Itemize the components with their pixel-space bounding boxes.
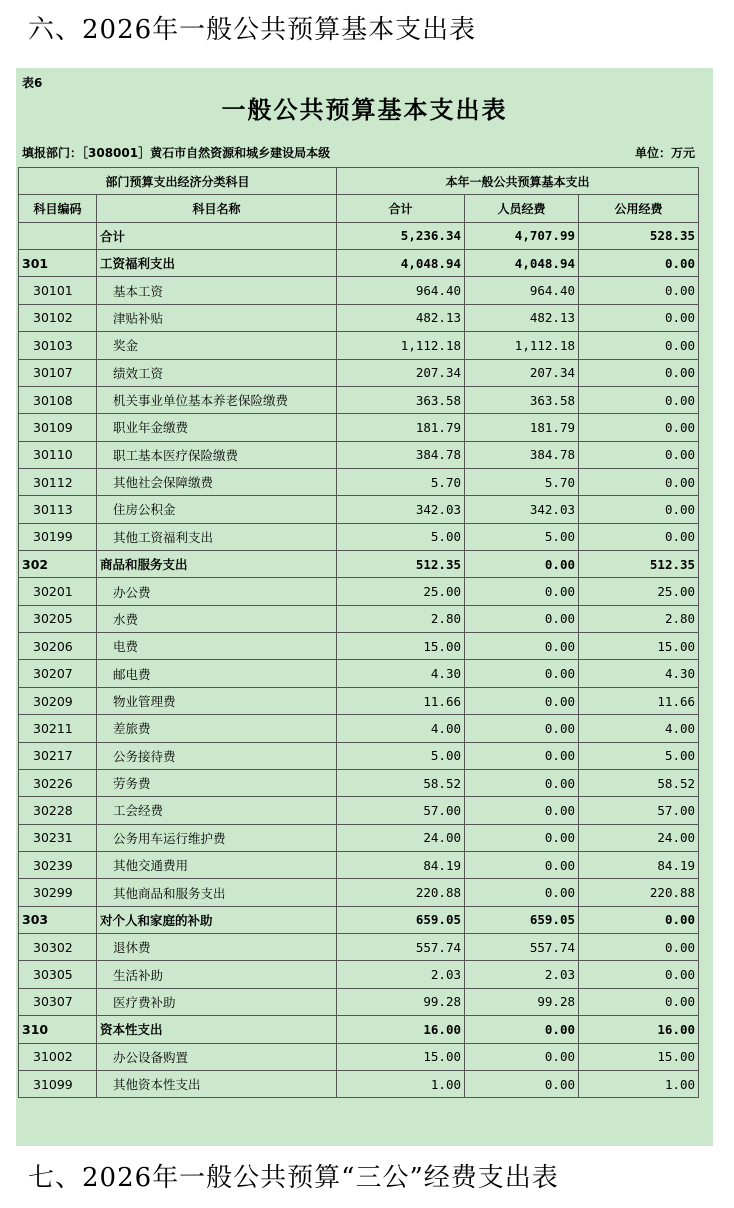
table-row [19,797,699,824]
row-total: 2.03 [337,961,465,988]
header-code: 科目编码 [19,195,97,222]
row-code: 30102 [19,304,97,331]
row-public: 0.00 [579,304,699,331]
row-name: 差旅费 [97,715,337,742]
row-code: 30307 [19,988,97,1015]
table-row [19,496,699,523]
row-public: 11.66 [579,687,699,714]
row-total: 11.66 [337,687,465,714]
row-public: 15.00 [579,633,699,660]
table-group-row [19,250,699,277]
row-personnel: 0.00 [465,551,579,578]
row-code: 30103 [19,332,97,359]
row-total: 557.74 [337,934,465,961]
row-total: 25.00 [337,578,465,605]
table-row [19,660,699,687]
row-code: 30109 [19,414,97,441]
row-name: 劳务费 [97,769,337,796]
row-code: 30239 [19,851,97,878]
row-personnel: 0.00 [465,851,579,878]
row-name: 商品和服务支出 [97,551,337,578]
header-name: 科目名称 [97,195,337,222]
row-name: 邮电费 [97,660,337,687]
row-total: 207.34 [337,359,465,386]
row-personnel: 0.00 [465,879,579,906]
row-public: 512.35 [579,551,699,578]
row-code: 30206 [19,633,97,660]
row-code: 30110 [19,441,97,468]
row-public: 4.30 [579,660,699,687]
header-total: 合计 [337,195,465,222]
table-row [19,988,699,1015]
row-total: 1.00 [337,1070,465,1097]
row-personnel: 2.03 [465,961,579,988]
row-public: 0.00 [579,386,699,413]
row-total: 220.88 [337,879,465,906]
row-personnel: 0.00 [465,578,579,605]
row-code: 30211 [19,715,97,742]
row-personnel: 181.79 [465,414,579,441]
row-personnel: 0.00 [465,633,579,660]
row-name: 绩效工资 [97,359,337,386]
row-public: 5.00 [579,742,699,769]
row-total: 363.58 [337,386,465,413]
row-total: 512.35 [337,551,465,578]
row-name: 职工基本医疗保险缴费 [97,441,337,468]
row-personnel: 557.74 [465,934,579,961]
row-personnel: 0.00 [465,769,579,796]
row-name: 资本性支出 [97,1016,337,1043]
row-personnel: 99.28 [465,988,579,1015]
row-name: 其他工资福利支出 [97,523,337,550]
table-row [19,633,699,660]
row-name: 电费 [97,633,337,660]
table-row [19,1043,699,1070]
table-row [19,468,699,495]
table-row [19,851,699,878]
table-row [19,1070,699,1097]
row-code: 30302 [19,934,97,961]
row-personnel: 0.00 [465,687,579,714]
row-total: 181.79 [337,414,465,441]
row-total: 2.80 [337,605,465,632]
table-row [19,715,699,742]
row-total: 16.00 [337,1016,465,1043]
row-public: 24.00 [579,824,699,851]
row-public: 528.35 [579,222,699,249]
row-name: 办公费 [97,578,337,605]
row-public: 16.00 [579,1016,699,1043]
row-total: 58.52 [337,769,465,796]
table-row [19,934,699,961]
row-total: 659.05 [337,906,465,933]
table-row [19,961,699,988]
row-personnel: 5.00 [465,523,579,550]
row-public: 0.00 [579,906,699,933]
row-code: 30108 [19,386,97,413]
row-code: 30226 [19,769,97,796]
header-classification: 部门预算支出经济分类科目 [19,168,337,195]
row-personnel: 0.00 [465,1070,579,1097]
row-code: 30199 [19,523,97,550]
row-personnel: 482.13 [465,304,579,331]
header-personnel: 人员经费 [465,195,579,222]
row-total: 5.00 [337,523,465,550]
row-code: 30201 [19,578,97,605]
row-personnel: 0.00 [465,824,579,851]
row-code: 302 [19,551,97,578]
row-code: 30231 [19,824,97,851]
row-total: 57.00 [337,797,465,824]
row-personnel: 5.70 [465,468,579,495]
row-total: 99.28 [337,988,465,1015]
header-public: 公用经费 [579,195,699,222]
table-row [19,824,699,851]
table-row [19,441,699,468]
row-total: 384.78 [337,441,465,468]
row-personnel: 0.00 [465,1016,579,1043]
row-total: 1,112.18 [337,332,465,359]
table-row [19,304,699,331]
row-name: 办公设备购置 [97,1043,337,1070]
table-group-row [19,222,699,249]
row-public: 0.00 [579,414,699,441]
table-title: 一般公共预算基本支出表 [221,95,508,124]
row-total: 24.00 [337,824,465,851]
row-name: 医疗费补助 [97,988,337,1015]
row-total: 4.30 [337,660,465,687]
section-heading: 六、2026年一般公共预算基本支出表 [28,15,477,45]
header-group-row [19,168,699,195]
row-public: 84.19 [579,851,699,878]
row-name: 津贴补贴 [97,304,337,331]
row-public: 15.00 [579,1043,699,1070]
table-row [19,332,699,359]
row-public: 0.00 [579,332,699,359]
table-group-row [19,906,699,933]
row-personnel: 342.03 [465,496,579,523]
row-personnel: 0.00 [465,715,579,742]
row-code: 30112 [19,468,97,495]
row-name: 其他商品和服务支出 [97,879,337,906]
row-name: 工资福利支出 [97,250,337,277]
table-row [19,687,699,714]
table-row [19,605,699,632]
row-personnel: 384.78 [465,441,579,468]
row-public: 0.00 [579,496,699,523]
row-code [19,222,97,249]
table-row [19,386,699,413]
table-row [19,742,699,769]
spreadsheet-image [16,68,713,1146]
row-public: 0.00 [579,961,699,988]
row-personnel: 0.00 [465,1043,579,1070]
row-code: 30101 [19,277,97,304]
row-personnel: 4,048.94 [465,250,579,277]
unit-label: 单位：万元 [634,146,695,160]
reporting-department: 填报部门：［308001］黄石市自然资源和城乡建设局本级 [22,146,331,160]
row-public: 0.00 [579,468,699,495]
row-total: 4,048.94 [337,250,465,277]
row-personnel: 4,707.99 [465,222,579,249]
row-personnel: 659.05 [465,906,579,933]
budget-table [18,167,699,1098]
row-total: 15.00 [337,633,465,660]
row-total: 964.40 [337,277,465,304]
row-name: 对个人和家庭的补助 [97,906,337,933]
row-total: 482.13 [337,304,465,331]
row-name: 水费 [97,605,337,632]
table-row [19,359,699,386]
row-code: 30217 [19,742,97,769]
row-name: 公务用车运行维护费 [97,824,337,851]
row-total: 4.00 [337,715,465,742]
row-public: 0.00 [579,934,699,961]
row-code: 31099 [19,1070,97,1097]
table-row [19,769,699,796]
table-group-row [19,1016,699,1043]
row-code: 30113 [19,496,97,523]
row-code: 30228 [19,797,97,824]
row-public: 4.00 [579,715,699,742]
row-name: 奖金 [97,332,337,359]
row-code: 31002 [19,1043,97,1070]
header-column-row [19,195,699,222]
table-row [19,277,699,304]
row-name: 机关事业单位基本养老保险缴费 [97,386,337,413]
row-name: 其他资本性支出 [97,1070,337,1097]
row-total: 5.70 [337,468,465,495]
row-code: 30107 [19,359,97,386]
row-name: 退休费 [97,934,337,961]
row-code: 310 [19,1016,97,1043]
row-code: 30299 [19,879,97,906]
row-total: 5.00 [337,742,465,769]
row-name: 基本工资 [97,277,337,304]
row-public: 0.00 [579,277,699,304]
row-code: 30305 [19,961,97,988]
row-name: 公务接待费 [97,742,337,769]
table-row [19,578,699,605]
row-code: 303 [19,906,97,933]
row-total: 84.19 [337,851,465,878]
table-group-row [19,551,699,578]
row-personnel: 964.40 [465,277,579,304]
row-name: 物业管理费 [97,687,337,714]
row-public: 0.00 [579,441,699,468]
next-section-heading: 七、2026年一般公共预算“三公”经费支出表 [28,1163,559,1193]
row-code: 301 [19,250,97,277]
row-total: 15.00 [337,1043,465,1070]
row-name: 工会经费 [97,797,337,824]
row-public: 0.00 [579,523,699,550]
row-name: 职业年金缴费 [97,414,337,441]
row-name: 住房公积金 [97,496,337,523]
row-code: 30207 [19,660,97,687]
row-public: 220.88 [579,879,699,906]
row-name: 合计 [97,222,337,249]
row-public: 1.00 [579,1070,699,1097]
row-personnel: 207.34 [465,359,579,386]
row-total: 5,236.34 [337,222,465,249]
row-public: 2.80 [579,605,699,632]
table-row [19,523,699,550]
row-public: 0.00 [579,988,699,1015]
header-basic-expenditure: 本年一般公共预算基本支出 [337,168,699,195]
row-code: 30205 [19,605,97,632]
row-code: 30209 [19,687,97,714]
row-personnel: 0.00 [465,660,579,687]
row-personnel: 363.58 [465,386,579,413]
row-name: 生活补助 [97,961,337,988]
row-personnel: 1,112.18 [465,332,579,359]
row-public: 58.52 [579,769,699,796]
row-public: 25.00 [579,578,699,605]
row-public: 57.00 [579,797,699,824]
row-public: 0.00 [579,250,699,277]
row-name: 其他交通费用 [97,851,337,878]
row-public: 0.00 [579,359,699,386]
table-row [19,414,699,441]
row-personnel: 0.00 [465,742,579,769]
table-number: 表6 [22,76,43,90]
row-name: 其他社会保障缴费 [97,468,337,495]
row-personnel: 0.00 [465,797,579,824]
row-personnel: 0.00 [465,605,579,632]
row-total: 342.03 [337,496,465,523]
table-row [19,879,699,906]
